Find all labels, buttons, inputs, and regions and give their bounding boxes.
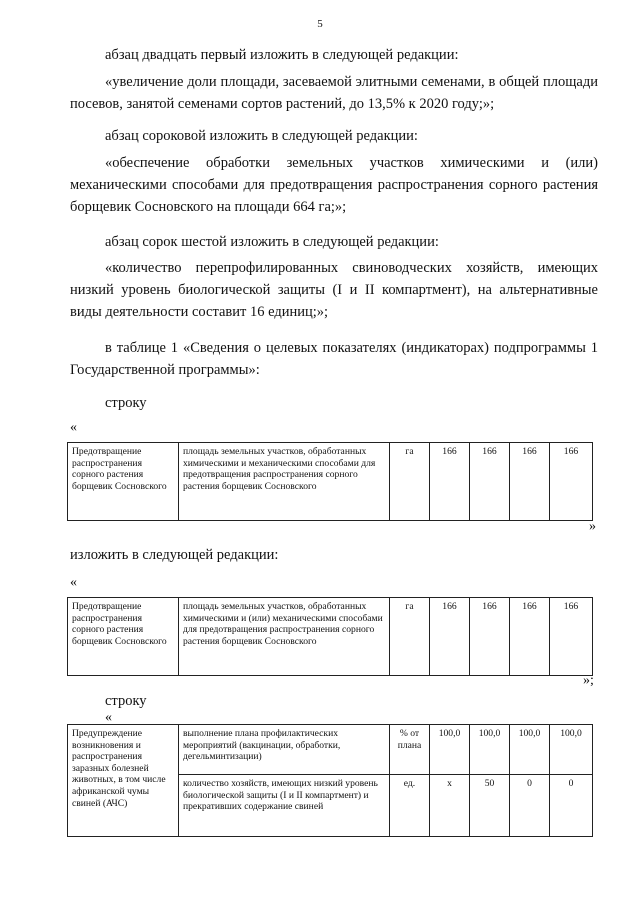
table-cell-value: x: [430, 775, 470, 837]
table-cell-indicator: количество хозяйств, имеющих низкий уровень биологической защиты (I и II компартмент) и прекративших содержание свиней: [179, 775, 390, 837]
table-cell-unit: га: [390, 598, 430, 676]
table-cell-indicator: площадь земельных участков, обработанных химическими и механическими способами для предотвращения распространения сорного растения борщевик Сосновского: [179, 443, 390, 521]
table-ach-rows: [67, 724, 593, 837]
table-cell-value: 0: [550, 775, 593, 837]
table-cell-value: 166: [430, 443, 470, 521]
table-cell-value: 0: [510, 775, 550, 837]
paragraph-quote-seeds: «увеличение доли площади, засеваемой элитными семенами, в общей площади посевов, занятой семенами сортов растений, до 13,5% к 2020 году;»;: [70, 74, 598, 112]
table-cell-value: 100,0: [550, 725, 593, 775]
table-cell-unit: ед.: [390, 775, 430, 837]
paragraph-table-reference: в таблице 1 «Сведения о целевых показателях (индикаторах) подпрограммы 1 Государственной программы»:: [70, 340, 598, 378]
table-old-row: [67, 442, 593, 521]
table-new-row: [67, 597, 593, 676]
table-cell-unit: га: [390, 443, 430, 521]
table-cell-name: Предотвращение распространения сорного растения борщевик Сосновского: [68, 443, 179, 521]
table-cell-value: 166: [510, 598, 550, 676]
table-cell-name: Предупреждение возникновения и распространения заразных болезней животных, в том числе африканской чумы свиней (АЧС): [68, 725, 179, 837]
table-cell-indicator: выполнение плана профилактических мероприятий (вакцинации, обработки, дегельминтизации): [179, 725, 390, 775]
open-quote-2: «: [70, 575, 77, 590]
table-cell-value: 100,0: [510, 725, 550, 775]
table-cell-name: Предотвращение распространения сорного растения борщевик Сосновского: [68, 598, 179, 676]
open-quote-1: «: [70, 420, 77, 435]
paragraph-quote-hogweed: «обеспечение обработки земельных участков химическими и (или) механическими способами для предотвращения распространения сорного растения борщевик Сосновского на площади 664 га;»;: [70, 155, 598, 215]
table-cell-value: 166: [550, 598, 593, 676]
table-cell-value: 166: [470, 598, 510, 676]
page-number: 5: [317, 18, 323, 30]
table-cell-value: 166: [470, 443, 510, 521]
paragraph-instruction-40: абзац сороковой изложить в следующей редакции:: [105, 128, 418, 144]
table-cell-value: 100,0: [470, 725, 510, 775]
table-cell-value: 166: [510, 443, 550, 521]
close-quote-2: »;: [583, 673, 594, 688]
open-quote-3: «: [105, 710, 112, 725]
paragraph-stroku: строку: [105, 395, 147, 411]
table-cell-unit: % от плана: [390, 725, 430, 775]
table-cell-value: 166: [430, 598, 470, 676]
close-quote-1: »: [589, 519, 596, 534]
paragraph-instruction-21: абзац двадцать первый изложить в следующей редакции:: [105, 47, 459, 63]
paragraph-replace-1: изложить в следующей редакции:: [70, 547, 279, 563]
paragraph-instruction-46: абзац сорок шестой изложить в следующей редакции:: [105, 234, 439, 250]
table-cell-value: 166: [550, 443, 593, 521]
table-cell-value: 100,0: [430, 725, 470, 775]
table-cell-value: 50: [470, 775, 510, 837]
table-cell-indicator: площадь земельных участков, обработанных химическими и (или) механическими способами для предотвращения распространения сорного растения борщевик Сосновского: [179, 598, 390, 676]
paragraph-quote-pig-farms: «количество перепрофилированных свиноводческих хозяйств, имеющих низкий уровень биологической защиты (I и II компартмент), на альтернативные виды деятельности составит 16 единиц;»;: [70, 260, 598, 320]
paragraph-stroku-2: строку: [105, 693, 147, 709]
